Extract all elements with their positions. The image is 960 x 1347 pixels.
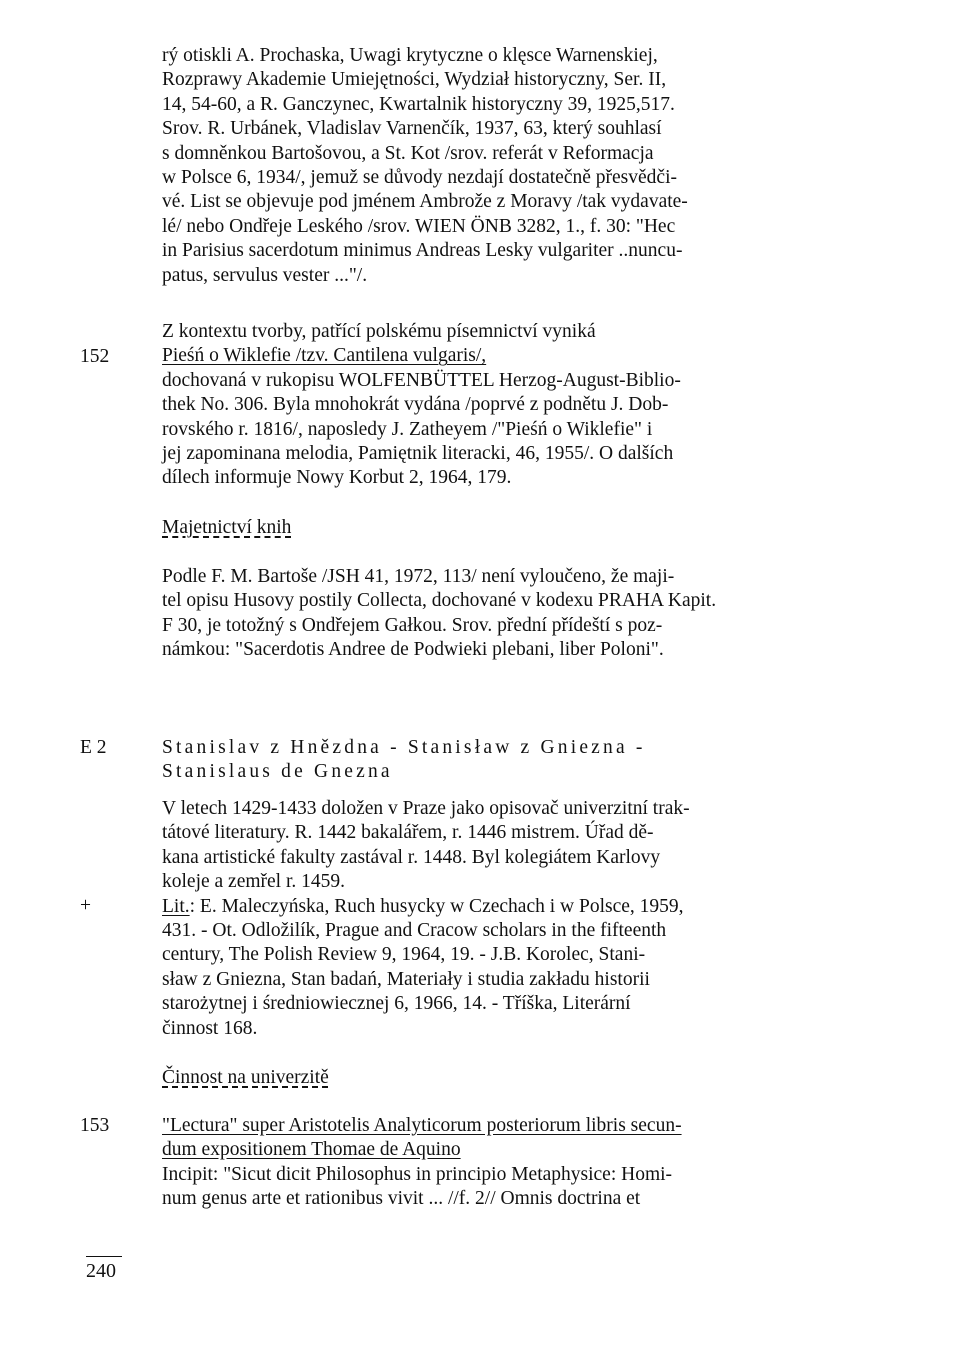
text-line: dochovaná v rukopisu WOLFENBÜTTEL Herzog-August-Biblio- (162, 369, 681, 391)
incipit-line: Incipit: "Sicut dicit Philosophus in principio Metaphysice: Homi- (162, 1163, 673, 1185)
section-heading: Činnost na univerzitě (162, 1067, 329, 1088)
entry-intro: Z kontextu tvorby, patřící polskému písemnictví vyniká (162, 321, 596, 342)
section-majetnictvi (162, 516, 882, 540)
text-line: jej zapominana melodia, Pamiętnik literacki, 46, 1955/. O dalších (162, 443, 674, 465)
text-line: dílech informuje Nowy Korbut 2, 1964, 179. (162, 467, 512, 489)
text-line: 14, 54-60, a R. Ganczynec, Kwartalnik historyczny 39, 1925,517. (162, 93, 675, 115)
text-line: vé. List se objevuje pod jménem Ambrože z Moravy /tak vydavate- (162, 191, 688, 213)
text-line: sław z Gniezna, Stan badań, Materiały i studia zakładu historii (162, 968, 650, 990)
text-line: rý otiskli A. Prochaska, Uwagi krytyczne o klęsce Warnenskiej, (162, 45, 658, 66)
entry-number-153: 153 (80, 1115, 110, 1136)
text-line: kana artistické fakulty zastával r. 1448. Byl kolegiátem Karlovy (162, 846, 661, 868)
entry-e2-name (162, 736, 882, 785)
lit-text: : E. Maleczyńska, Ruch husycky w Czechach i w Polsce, 1959, (189, 895, 684, 917)
text-line: s domněnkou Bartošovou, a St. Kot /srov. referát v Reformacja (162, 142, 654, 164)
text-line: tátové literatury. R. 1442 bakalářem, r. 1446 mistrem. Úřad dě- (162, 822, 654, 844)
lit-marker: + (80, 895, 91, 916)
text-line: century, The Polish Review 9, 1964, 19. - J.B. Korolec, Stani- (162, 944, 646, 966)
text-line: tel opisu Husovy postily Collecta, dochované v kodexu PRAHA Kapit. (162, 590, 717, 612)
lit-label: Lit. (162, 895, 190, 917)
text-line: in Parisius sacerdotum minimus Andreas Lesky vulgariter ..nuncu- (162, 240, 683, 262)
section-cinnost (162, 1066, 882, 1090)
text-line: thek No. 306. Byla mnohokrát vydána /poprvé z podnětu J. Dob- (162, 394, 669, 416)
entry-152 (162, 320, 882, 491)
text-line: Podle F. M. Bartoše /JSH 41, 1972, 113/ není vyloučeno, že maji- (162, 566, 675, 587)
page-number: 240 (86, 1256, 122, 1283)
text-line: lé/ nebo Ondřeje Leského /srov. WIEN ÖNB 3282, 1., f. 30: "Hec (162, 215, 676, 237)
text-line: Srov. R. Urbánek, Vladislav Varnenčík, 1937, 63, který souhlasí (162, 118, 662, 140)
text-line: námkou: "Sacerdotis Andree de Podwieki plebani, liber Poloni". (162, 639, 664, 661)
author-name-line: Stanislaus de Gnezna (162, 761, 393, 783)
text-line: činnost 168. (162, 1017, 258, 1039)
text-line: V letech 1429-1433 doložen v Praze jako opisovač univerzitní trak- (162, 798, 690, 819)
literature-line (162, 895, 882, 919)
text-line: patus, servulus vester ..."/. (162, 264, 368, 286)
incipit-line: num genus arte et rationibus vivit ... //f. 2// Omnis doctrina et (162, 1188, 641, 1210)
text-line: 431. - Ot. Odložilík, Prague and Cracow scholars in the fifteenth (162, 920, 667, 942)
entry-153 (162, 1114, 882, 1212)
text-line: rovského r. 1816/, naposledy J. Zatheyem /"Pieśń o Wiklefie" i (162, 418, 653, 440)
entry-e2-bio (162, 797, 882, 1041)
author-name-line: Stanislav z Hnězdna - Stanisław z Gniezna - (162, 737, 646, 758)
entry-number-e2: E 2 (80, 737, 107, 758)
work-title: "Lectura" super Aristotelis Analyticorum posteriorum libris secun- (162, 1115, 682, 1136)
section-majetnictvi-body (162, 565, 882, 663)
footnote-block (162, 44, 882, 288)
text-line: koleje a zemřel r. 1459. (162, 871, 346, 893)
text-line: starożytnej i średniowiecznej 6, 1966, 14. - Tříška, Literární (162, 993, 631, 1015)
text-line: w Polsce 6, 1934/, jemuž se důvody nezdají dostatečně přesvědči- (162, 167, 677, 189)
work-title: dum expositionem Thomae de Aquino (162, 1139, 461, 1161)
entry-number-152: 152 (80, 346, 110, 367)
text-line: Rozprawy Akademie Umiejętności, Wydział historyczny, Ser. II, (162, 69, 667, 91)
text-line: F 30, je totožný s Ondřejem Gałkou. Srov. přední přídeští s poz- (162, 614, 663, 636)
entry-title: Pieśń o Wiklefie /tzv. Cantilena vulgaris/, (162, 345, 487, 367)
section-heading: Majetnictví knih (162, 517, 292, 538)
